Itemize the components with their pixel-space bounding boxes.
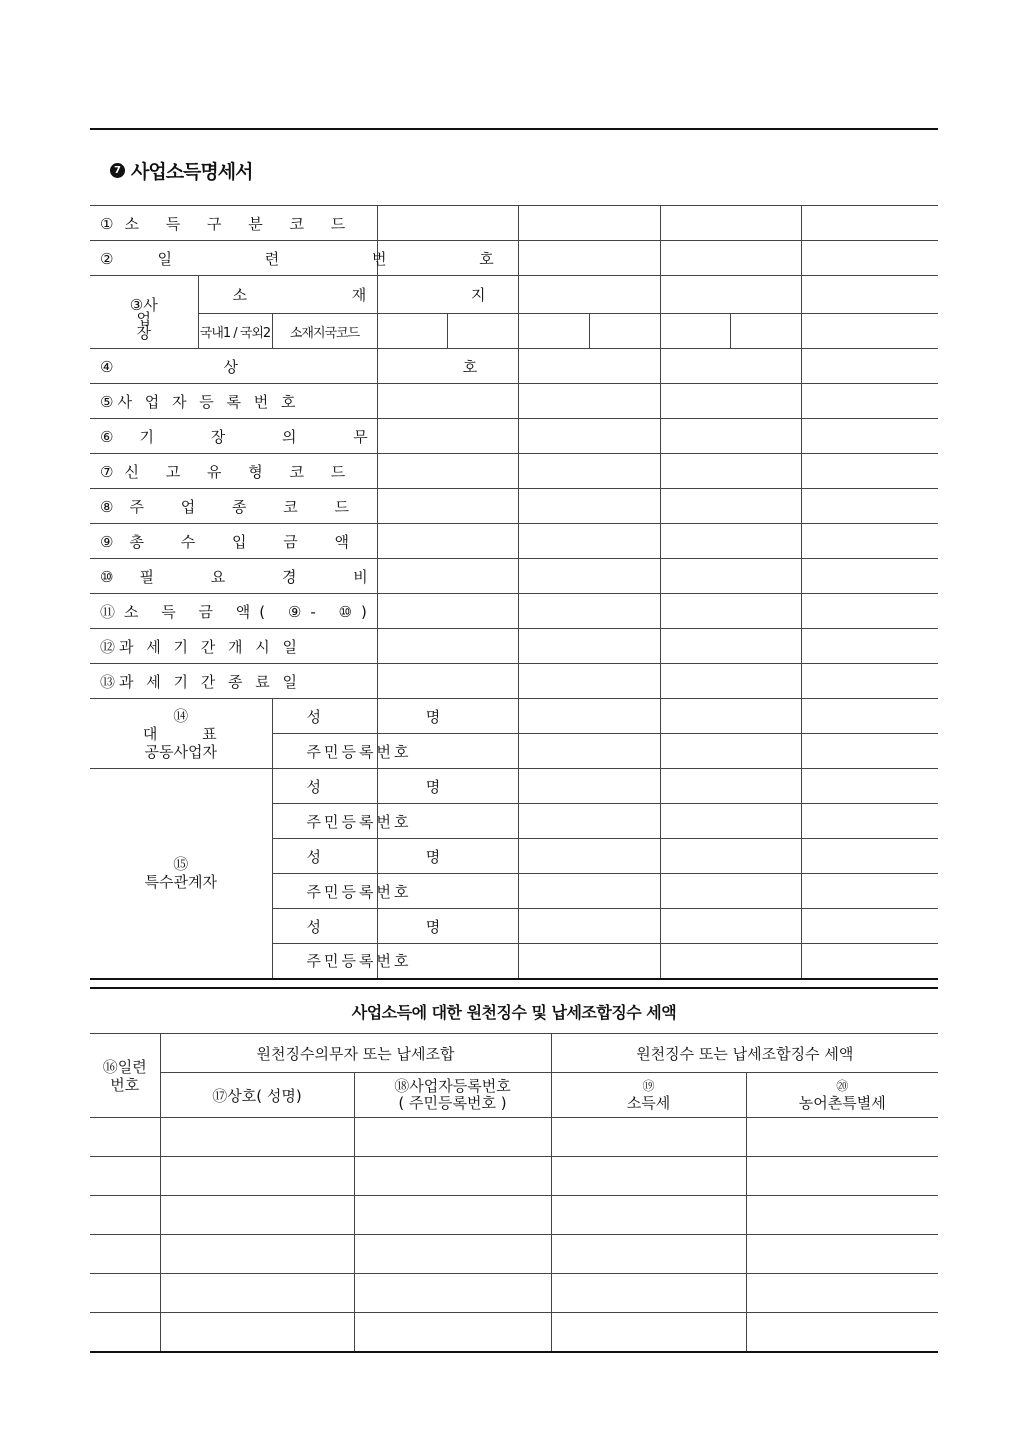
rural-tax-header (746, 1073, 938, 1118)
input-cell[interactable] (518, 629, 660, 664)
input-cell[interactable] (354, 1313, 551, 1352)
input-cell[interactable] (160, 1274, 354, 1313)
input-cell[interactable] (377, 419, 518, 454)
input-cell[interactable] (801, 699, 938, 734)
input-cell[interactable] (746, 1313, 938, 1352)
row-label: ⑩필 요 경 비 (90, 559, 377, 594)
input-cell[interactable] (660, 206, 801, 241)
input-cell[interactable] (746, 1196, 938, 1235)
input-cell[interactable] (518, 909, 660, 944)
table-row (90, 1274, 938, 1313)
row-label: ⑨총 수 입 금 액 (90, 524, 377, 559)
related-party-group-label (90, 769, 272, 979)
top-rule (90, 128, 938, 130)
name-label: 성 명 (272, 909, 377, 944)
input-cell[interactable] (551, 1274, 746, 1313)
input-cell[interactable] (660, 769, 801, 804)
table-row (90, 1118, 938, 1157)
input-cell[interactable] (90, 1235, 160, 1274)
related-party-num: ⑮ (173, 855, 189, 874)
input-cell[interactable] (801, 594, 938, 629)
input-cell[interactable] (801, 489, 938, 524)
input-cell[interactable] (801, 629, 938, 664)
input-cell[interactable] (660, 594, 801, 629)
input-cell[interactable] (746, 1157, 938, 1196)
input-cell[interactable] (518, 454, 660, 489)
input-cell[interactable] (551, 1313, 746, 1352)
input-cell[interactable] (660, 314, 730, 349)
name-label: 성 명 (272, 699, 377, 734)
input-cell[interactable] (746, 1274, 938, 1313)
input-cell[interactable] (518, 276, 660, 314)
input-cell[interactable] (551, 1118, 746, 1157)
biz-reg-number-line2: ( 주민등록번호 ) (398, 1094, 507, 1112)
input-cell[interactable] (551, 1196, 746, 1235)
table-row (90, 1034, 938, 1073)
related-party-label: 특수관계자 (144, 873, 217, 892)
place-label: ③사 업 장 (129, 296, 158, 342)
input-cell[interactable] (801, 769, 938, 804)
input-cell[interactable] (518, 944, 660, 979)
input-cell[interactable] (801, 384, 938, 419)
table-row (90, 454, 938, 489)
input-cell[interactable] (160, 1313, 354, 1352)
input-cell[interactable] (660, 804, 801, 839)
input-cell[interactable] (589, 314, 660, 349)
row-label: ⑫과 세 기 간 개 시 일 (90, 629, 377, 664)
input-cell[interactable] (377, 314, 447, 349)
serial-number-header: ⑯일련 번호 (90, 1034, 160, 1118)
row-label: ⑪소 득 금 액( ⑨- ⑩) (90, 594, 377, 629)
withholding-title: 사업소득에 대한 원천징수 및 납세조합징수 세액 (351, 1003, 677, 1022)
input-cell[interactable] (354, 1196, 551, 1235)
input-cell[interactable] (90, 1274, 160, 1313)
income-tax-label: 소득세 (626, 1094, 671, 1112)
input-cell[interactable] (801, 839, 938, 874)
input-cell[interactable] (354, 1235, 551, 1274)
input-cell[interactable] (660, 419, 801, 454)
input-cell[interactable] (518, 699, 660, 734)
input-cell[interactable] (660, 944, 801, 979)
input-cell[interactable] (660, 454, 801, 489)
name-label: 성 명 (272, 839, 377, 874)
input-cell[interactable] (660, 909, 801, 944)
input-cell[interactable] (377, 594, 518, 629)
row-label: ⑧주 업 종 코 드 (90, 489, 377, 524)
row-label: ⑥기 장 의 무 (90, 419, 377, 454)
input-cell[interactable] (746, 1118, 938, 1157)
input-cell[interactable] (447, 314, 518, 349)
input-cell[interactable] (660, 241, 801, 276)
section-bullet: 7 (110, 163, 125, 178)
input-cell[interactable] (377, 664, 518, 699)
row-label: ⑦신 고 유 형 코 드 (90, 454, 377, 489)
table-row (90, 769, 938, 804)
input-cell[interactable] (518, 314, 589, 349)
withholder-group-header: 원천징수의무자 또는 납세조합 (160, 1034, 551, 1073)
input-cell[interactable] (801, 524, 938, 559)
input-cell[interactable] (660, 489, 801, 524)
domestic-foreign-label: 국내1 / 국외2 (198, 314, 272, 349)
input-cell[interactable] (801, 909, 938, 944)
table-row (90, 559, 938, 594)
input-cell[interactable] (801, 944, 938, 979)
input-cell[interactable] (801, 559, 938, 594)
row-label: ⑤사 업 자 등 록 번 호 (90, 384, 377, 419)
withholding-table (90, 1033, 938, 1353)
table-row (90, 594, 938, 629)
rrn-label: 주민등록번호 (272, 874, 377, 909)
table-row (90, 1235, 938, 1274)
rural-tax-label: 농어촌특별세 (798, 1094, 886, 1112)
input-cell[interactable] (377, 489, 518, 524)
input-cell[interactable] (801, 419, 938, 454)
table-row (90, 524, 938, 559)
input-cell[interactable] (518, 559, 660, 594)
input-cell[interactable] (551, 1235, 746, 1274)
co-business-label-1: 대 표 (142, 724, 237, 743)
input-cell[interactable] (518, 419, 660, 454)
table-row (90, 699, 938, 734)
input-cell[interactable] (90, 1118, 160, 1157)
row-label: ①소 득 구 분 코 드 (90, 206, 377, 241)
input-cell[interactable] (160, 1235, 354, 1274)
table-row (90, 314, 938, 349)
input-cell[interactable] (518, 384, 660, 419)
input-cell[interactable] (90, 1157, 160, 1196)
input-cell[interactable] (801, 349, 938, 384)
input-cell[interactable] (377, 454, 518, 489)
input-cell[interactable] (660, 384, 801, 419)
input-cell[interactable] (160, 1157, 354, 1196)
income-tax-num: ⑲ (642, 1079, 655, 1093)
row-label: ②일 련 번 호 (90, 241, 377, 276)
input-cell[interactable] (518, 524, 660, 559)
table-row (90, 206, 938, 241)
biz-reg-number-header (354, 1073, 551, 1118)
row-label: ④상 호 (90, 349, 377, 384)
input-cell[interactable] (90, 1313, 160, 1352)
table-row (90, 1196, 938, 1235)
section-divider-rule (90, 987, 938, 989)
input-cell[interactable] (377, 629, 518, 664)
tax-group-header: 원천징수 또는 납세조합징수 세액 (551, 1034, 938, 1073)
row-label-place (90, 276, 198, 349)
co-business-group-label (90, 699, 272, 769)
input-cell[interactable] (801, 206, 938, 241)
biz-reg-number-line1: ⑱사업자등록번호 (394, 1077, 511, 1095)
input-cell[interactable] (518, 839, 660, 874)
input-cell[interactable] (377, 206, 518, 241)
table-row (90, 241, 938, 276)
input-cell[interactable] (518, 241, 660, 276)
co-business-label-2: 공동사업자 (144, 742, 217, 761)
rrn-label: 주민등록번호 (272, 734, 377, 769)
rural-tax-num: ⑳ (836, 1079, 849, 1093)
input-cell[interactable] (801, 734, 938, 769)
section-title-text: 사업소득명세서 (131, 161, 253, 183)
country-code-label: 소재지국코드 (272, 314, 377, 349)
input-cell[interactable] (160, 1196, 354, 1235)
input-cell[interactable] (730, 314, 801, 349)
input-cell[interactable] (801, 454, 938, 489)
input-cell[interactable] (518, 769, 660, 804)
row-label: ⑬과 세 기 간 종 료 일 (90, 664, 377, 699)
input-cell[interactable] (160, 1118, 354, 1157)
input-cell[interactable] (518, 594, 660, 629)
input-cell[interactable] (90, 1196, 160, 1235)
table-row (90, 384, 938, 419)
input-cell[interactable] (801, 664, 938, 699)
input-cell[interactable] (660, 874, 801, 909)
input-cell[interactable] (801, 874, 938, 909)
co-business-num: ⑭ (173, 706, 189, 725)
input-cell[interactable] (746, 1235, 938, 1274)
business-income-table (90, 205, 938, 980)
input-cell[interactable] (660, 629, 801, 664)
section-title (110, 157, 252, 184)
input-cell[interactable] (518, 206, 660, 241)
input-cell[interactable] (518, 489, 660, 524)
input-cell[interactable] (518, 664, 660, 699)
input-cell[interactable] (518, 734, 660, 769)
table-row (90, 419, 938, 454)
input-cell[interactable] (660, 839, 801, 874)
trade-name-header: ⑰상호( 성명) (160, 1073, 354, 1118)
input-cell[interactable] (660, 349, 801, 384)
input-cell[interactable] (551, 1157, 746, 1196)
input-cell[interactable] (377, 384, 518, 419)
table-row (90, 1313, 938, 1352)
input-cell[interactable] (660, 699, 801, 734)
rrn-label: 주민등록번호 (272, 804, 377, 839)
input-cell[interactable] (377, 524, 518, 559)
table-row (90, 489, 938, 524)
input-cell[interactable] (660, 276, 801, 314)
input-cell[interactable] (801, 314, 938, 349)
input-cell[interactable] (518, 874, 660, 909)
input-cell[interactable] (354, 1118, 551, 1157)
input-cell[interactable] (354, 1274, 551, 1313)
input-cell[interactable] (660, 664, 801, 699)
table-row (90, 664, 938, 699)
input-cell[interactable] (354, 1157, 551, 1196)
table-row (90, 629, 938, 664)
table-row (90, 276, 938, 314)
table-row (90, 1157, 938, 1196)
input-cell[interactable] (660, 559, 801, 594)
table-row (90, 349, 938, 384)
input-cell[interactable] (660, 524, 801, 559)
input-cell[interactable] (518, 804, 660, 839)
input-cell[interactable] (660, 734, 801, 769)
input-cell[interactable] (801, 804, 938, 839)
name-label: 성 명 (272, 769, 377, 804)
row-sublabel: 소 재 지 (198, 276, 377, 314)
input-cell[interactable] (377, 559, 518, 594)
input-cell[interactable] (801, 241, 938, 276)
input-cell[interactable] (801, 276, 938, 314)
income-tax-header (551, 1073, 746, 1118)
rrn-label: 주민등록번호 (272, 944, 377, 979)
table-row (90, 1073, 938, 1118)
